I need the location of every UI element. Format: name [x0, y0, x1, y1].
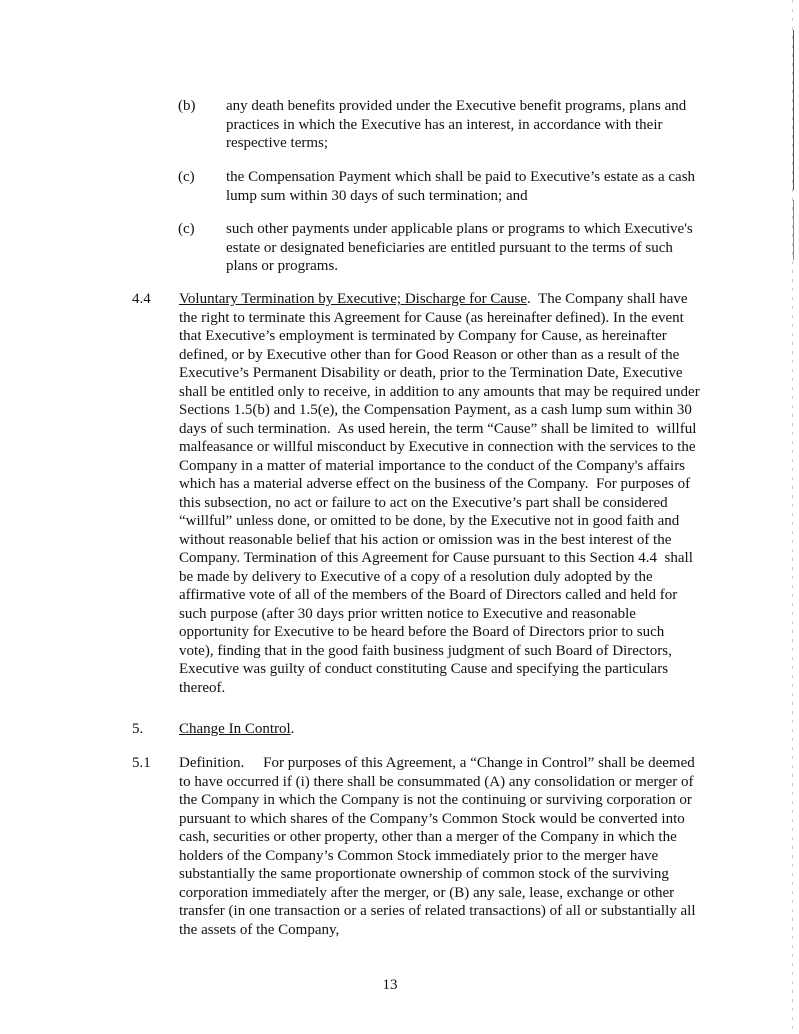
section-number: 5.1	[132, 755, 151, 771]
list-item-text: any death benefits provided under the Executive benefit programs, plans and practices in which the Executive has an interest, in accordance with their respective terms;	[226, 98, 687, 151]
section-text: For purposes of this Agreement, a “Change in Control” shall be deemed to have occurred if (i) there shall be consummated (A) any consolidation or merger of the Company in which the Company is not the continuing or surviving corporation or pursuant to which shares of the Company’s Common Stock would be converted into cash, securities or other property, other than a merger of the Company in which the holders of the Company’s Common Stock immediately prior to the merger have substantially the same proportionate ownership of common stock of the surviving corporation immediately after the merger, or (B) any sale, lease, exchange or other transfer (in one transaction or a series of related transactions) of all or substantially all the assets of the Company,	[179, 755, 700, 938]
page-number: 13	[382, 977, 398, 993]
list-item-label: (b)	[178, 98, 196, 114]
scan-edge-mark	[793, 30, 794, 190]
section-number: 5.	[132, 721, 144, 737]
list-item-label: (c)	[178, 221, 195, 237]
section-body	[179, 720, 702, 739]
list-item-text: such other payments under applicable plans or programs to which Executive's estate or designated beneficiaries are entitled pursuant to the terms of such plans or programs.	[226, 221, 693, 274]
list-item-text: the Compensation Payment which shall be paid to Executive’s estate as a cash lump sum within 30 days of such termination; and	[226, 169, 696, 204]
section-heading: Change In Control	[179, 721, 291, 737]
list-item-label: (c)	[178, 169, 195, 185]
section-number: 4.4	[132, 291, 151, 307]
section-heading: Voluntary Termination by Executive; Discharge for Cause	[179, 291, 528, 307]
heading-punct: .	[290, 721, 295, 737]
section-text: The Company shall have the right to terminate this Agreement for Cause (as hereinafter defined). In the event that Executive’s employment is terminated by Company for Cause, as hereinafter defined, or by Executive other than for Good Reason or other than as a result of the Executive’s Permanent Disability or death, prior to the Termination Date, Executive shall be entitled only to receive, in addition to any amounts that may be required under Sections 1.5(b) and 1.5(e), the Compensation Payment, as a cash lump sum within 30 days of such termination. As used herein, the term “Cause” shall be limited to willful malfeasance or willful misconduct by Executive in connection with the services to the Company in a matter of material importance to the conduct of the Company's affairs which has a material adverse effect on the business of the Company. For purposes of this subsection, no act or failure to act on the Executive’s part shall be considered “willful” unless done, or omitted to be done, by the Executive not in good faith and without reasonable belief that his action or omission was in the best interest of the Company. Termination of this Agreement for Cause pursuant to this Section 4.4 shall be made by delivery to Executive of a copy of a resolution duly adopted by the affirmative vote of all of the members of the Board of Directors called and held for such purpose (after 30 days prior written notice to Executive and reasonable opportunity for Executive to be heard before the Board of Directors prior to such vote), finding that in the good faith business judgment of such Board of Directors, Executive was guilty of conduct constituting Cause and specifying the particulars thereof.	[179, 291, 704, 696]
scan-edge-mark	[793, 200, 794, 260]
heading-punct: .	[527, 291, 531, 307]
section-body	[179, 754, 702, 939]
section-heading: Definition.	[179, 755, 245, 771]
section-body	[179, 290, 702, 697]
